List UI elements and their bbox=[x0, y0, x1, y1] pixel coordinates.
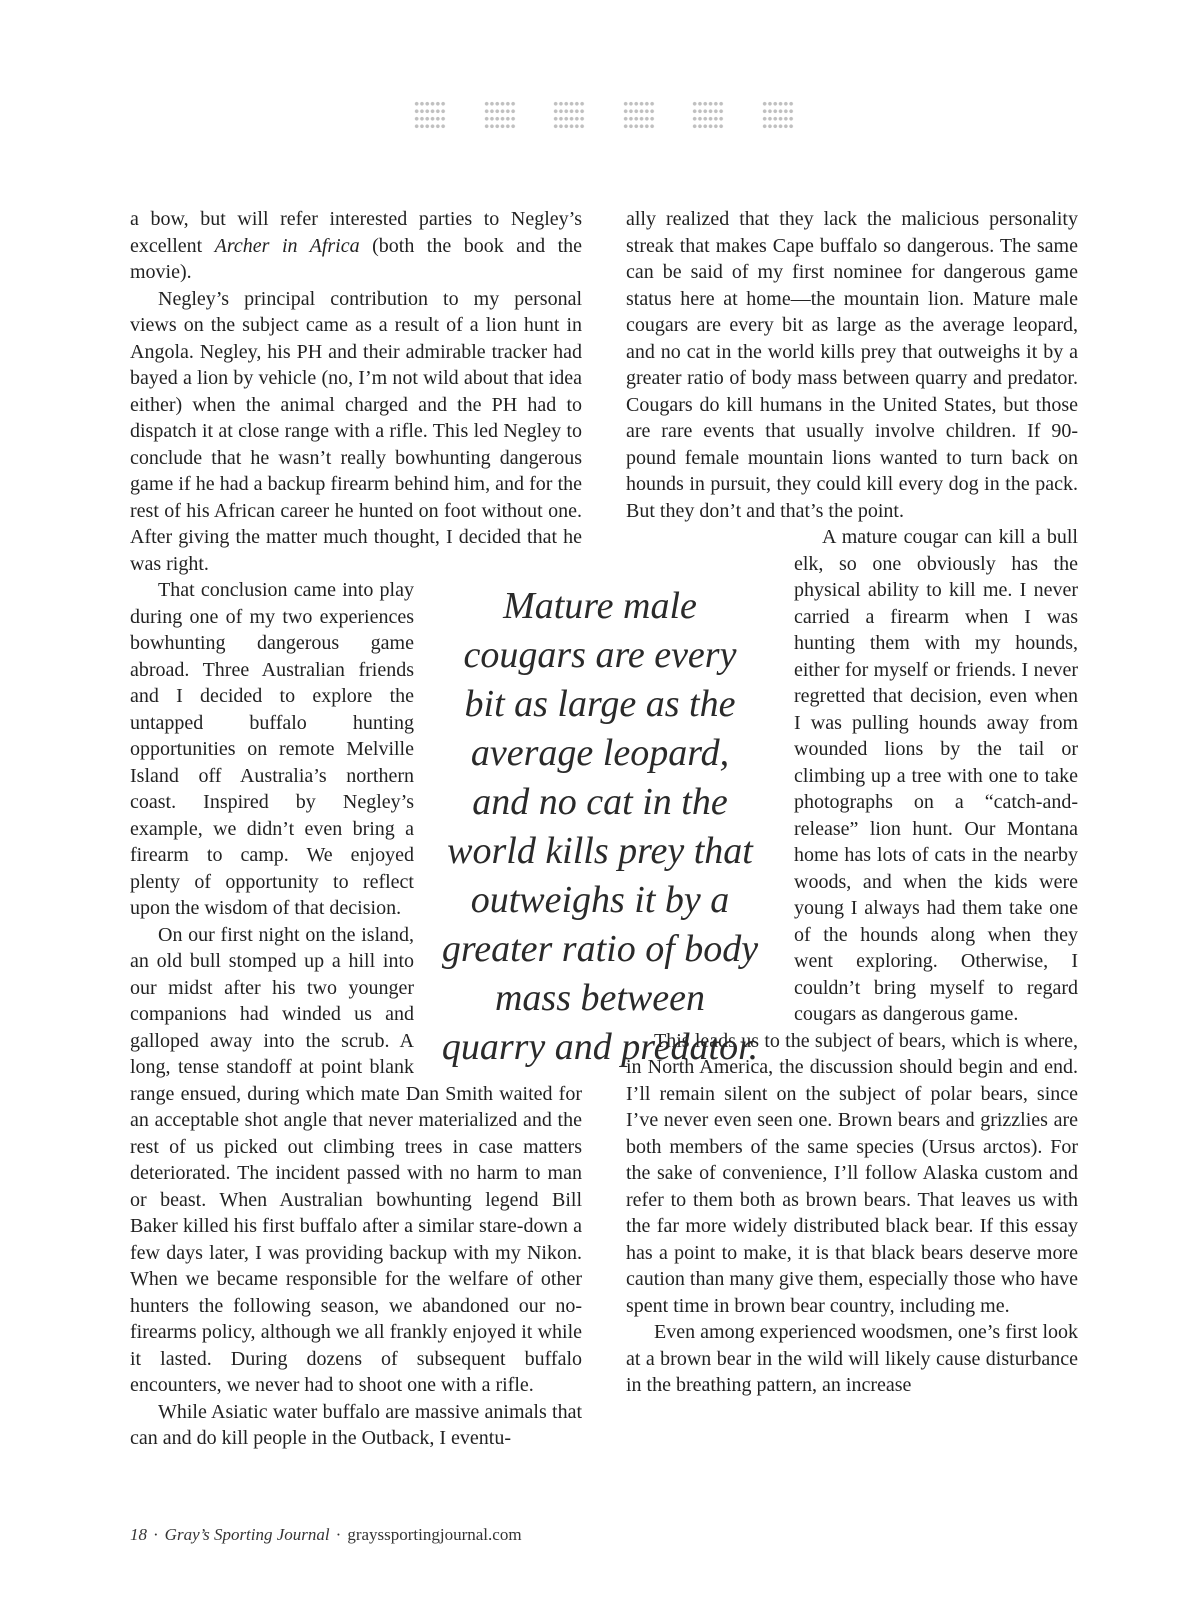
right-paragraph-4: Even among experienced woodsmen, one’s first look at a brown bear in the wild will likely cause disturbance in the breathing pattern, an increase bbox=[626, 1321, 1078, 1396]
footer-separator: · bbox=[335, 1525, 342, 1544]
website-link[interactable]: grayssportingjournal.com bbox=[347, 1525, 522, 1544]
ornament-icon bbox=[692, 100, 724, 130]
ornament-icon bbox=[484, 100, 516, 130]
page-footer bbox=[130, 1525, 522, 1545]
ornament-icon bbox=[623, 100, 655, 130]
right-paragraph-3: This leads us to the subject of bears, which is where, in North America, the discussion should begin and end. I’ll remain silent on the subject of polar bears, since I’ve never even seen one. Brown bears and grizzlies are both members of the same species (Ursus arctos). For the sake of convenience, I’ll follow Alaska custom and refer to them both as brown bears. That leaves us with the far more widely distributed black bear. If this essay has a point to make, it is that black bears deserve more caution than many give them, especially those who have spent time in brown bear country, including me. bbox=[626, 1029, 1078, 1317]
right-paragraph-1: ally realized that they lack the malicious personality streak that makes Cape buffalo so dangerous. The same can be said of my first nominee for dangerous game status here at home—the mountain lion. Mature male cougars are every bit as large as the average leopard, and no cat in the world kills prey that outweighs it by a greater ratio of body mass between quarry and predator. Cougars do kill humans in the United States, but those are rare events that usually involve children. If 90-pound female mountain lions wanted to turn back on hounds in pursuit, they could kill every dog in the pack. But they don’t and that’s the point. bbox=[626, 208, 1078, 522]
left-paragraph-4: On our first night on the island, an old bull stomped up a hill into our midst after his two younger companions had winded us and galloped away into the scrub. A long, tense standoff at point blank range ensued, during which mate Dan Smith waited for an acceptable shot angle that never materialized and the rest of us picked out climbing trees in case matters deteriorated. The incident passed with no harm to man or beast. When Australian bowhunting legend Bill Baker killed his first buffalo after a similar stare-down a few days later, I was providing backup with my Nikon. When we became responsible for the welfare of other hunters the following season, we abandoned our no-firearms policy, although we all frankly enjoyed it while it lasted. During dozens of subsequent buffalo encounters, we never had to shoot one with a rifle. bbox=[130, 923, 582, 1396]
ornament-icon bbox=[553, 100, 585, 130]
page-number: 18 bbox=[130, 1525, 147, 1544]
pull-quote: Mature male cougars are every bit as large as the average leopard, and no cat in the world kills prey that outweighs it by a greater ratio of body mass between quarry and predator. bbox=[441, 585, 759, 1068]
ornament-icon bbox=[414, 100, 446, 130]
left-paragraph-2: Negley’s principal contribution to my personal views on the subject came as a result of a lion hunt in Angola. Negley, his PH and their admirable tracker had bayed a lion by vehicle (no, I’m not wild about that idea either) when the animal charged and the PH had to dispatch it at close range with a rifle. This led Negley to conclude that he wasn’t really bowhunting dangerous game if he had a backup firearm behind him, and for the rest of his African career he hunted on foot without one. After giving the matter much thought, I decided that he was right. bbox=[130, 287, 582, 575]
footer-separator: · bbox=[153, 1525, 159, 1544]
header-ornaments bbox=[414, 100, 794, 136]
left-paragraph-1: a bow, but will refer interested parties to Negley’s excellent Archer in Africa (both the book and the movie). bbox=[130, 208, 582, 283]
book-title: Archer in Africa bbox=[214, 234, 360, 257]
publication-name: Gray’s Sporting Journal bbox=[164, 1525, 330, 1544]
ornament-icon bbox=[762, 100, 794, 130]
right-paragraph-2: A mature cougar can kill a bull elk, so one obviously has the physical ability to kill me. I never carried a firearm when I was hunting them with my hounds, either for myself or friends. I never regretted that decision, even when I was pulling hounds away from wounded lions by the tail or climbing up a tree with one to take photographs on a “catch-and-release” lion hunt. Our Montana home has lots of cats in the nearby woods, and when the kids were young I always had them take one of the hounds along when they went exploring. Otherwise, I couldn’t bring myself to regard cougars as dangerous game. bbox=[794, 526, 1078, 1025]
left-paragraph-3: That conclusion came into play during one of my two experiences bowhunting dangerous game abroad. Three Australian friends and I decided to explore the untapped buffalo hunting opportunities on remote Melville Island off Australia’s northern coast. Inspired by Negley’s example, we didn’t even bring a firearm to camp. We enjoyed plenty of opportunity to reflect upon the wisdom of that decision. bbox=[130, 579, 414, 919]
left-paragraph-5: While Asiatic water buffalo are massive animals that can and do kill people in the Outback, I eventu- bbox=[130, 1400, 582, 1449]
